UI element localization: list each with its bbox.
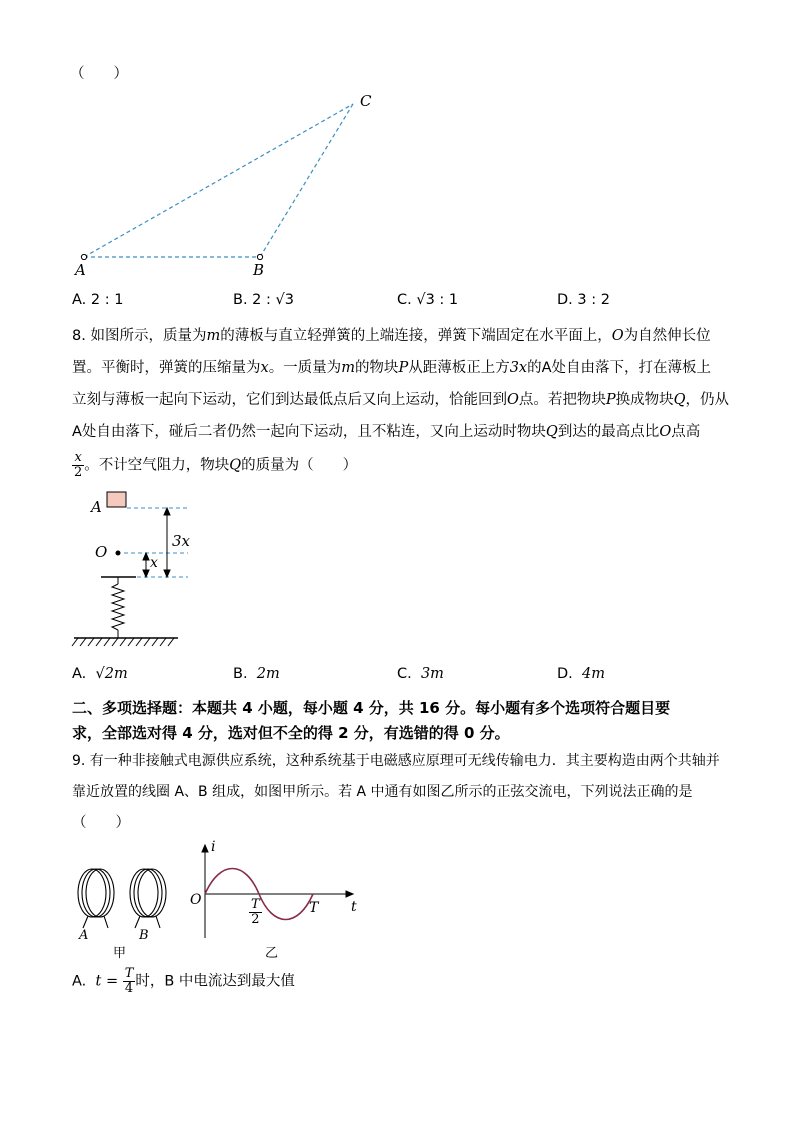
option-a: A. 2 : 1: [72, 292, 124, 308]
label-b: B: [253, 261, 265, 279]
section-heading-line-2: 求，全部选对得 4 分，选对但不全的得 2 分，有选错的得 0 分。: [72, 724, 510, 742]
label-c: C: [360, 92, 372, 110]
q9-bracket: （ ）: [72, 815, 130, 831]
q9-line-2: 靠近放置的线圈 A、B 组成，如图甲所示。若 A 中通有如图乙所示的正弦交流电，下列说法正确的是: [72, 784, 693, 800]
question-bracket: （ ）: [70, 66, 128, 82]
coil-b: [130, 869, 166, 928]
fraction-x-over-2: $\frac{x}{2}$: [74, 450, 83, 480]
label-a: A: [75, 261, 86, 279]
q8-line-1: 8. 如图所示，质量为m的薄板与直立轻弹簧的上端连接，弹簧下端固定在水平面上，O为自然伸长位: [72, 328, 711, 344]
axis-label-i: i: [211, 839, 216, 855]
q9-line-1: 9. 有一种非接触式电源供应系统，这种系统基于电磁感应原理可无线传输电力．其主要构造由两个共轴并: [72, 753, 720, 769]
q8-line-3: 立刻与薄板一起向下运动，它们到达最低点后又向上运动，恰能回到O点。若把物块P换成物块Q，仍从: [72, 392, 730, 408]
tick-label-t: T: [309, 900, 319, 916]
axis-label-t: t: [351, 899, 357, 915]
q8-option-c: C. 3m: [397, 666, 444, 682]
option-c: C. √3 : 1: [397, 292, 459, 308]
q8-option-a: A. √2m: [72, 666, 128, 682]
section-heading-line-1: 二、多项选择题：本题共 4 小题，每小题 4 分，共 16 分。每小题有多个选项符合题目要: [72, 699, 671, 717]
fig8-label-x: x: [150, 555, 158, 571]
option-d: D. 3 : 2: [557, 292, 610, 308]
tick-label-t-half: $\frac{T}{2}$: [251, 897, 260, 927]
coil-label-a: A: [79, 928, 89, 943]
coil-a: [78, 869, 114, 928]
q8-line-5: $\frac{x}{2}$ 。不计空气阻力，物块Q的质量为（ ）: [74, 450, 358, 480]
q8-line-2: 置。平衡时，弹簧的压缩量为x。一质量为m的物块P从距薄板正上方3x的A处自由落下，打在薄板上: [72, 360, 712, 376]
coil-label-b: B: [139, 928, 149, 943]
fig8-label-o: O: [95, 543, 108, 561]
axes: [202, 845, 353, 938]
fig8-label-3x: 3x: [172, 532, 191, 550]
option-b: B. 2 : √3: [233, 292, 294, 308]
caption-yi: 乙: [265, 946, 279, 961]
q8-option-b: B. 2m: [233, 666, 280, 682]
q9-option-a: A. t = $\frac{T}{4}$ 时，B 中电流达到最大值: [72, 966, 295, 996]
q8-line-4: A处自由落下，碰后二者仍然一起向下运动，且不粘连，又向上运动时物块Q到达的最高点比O点高: [72, 424, 701, 440]
caption-jia: 甲: [113, 946, 127, 961]
q8-option-d: D. 4m: [557, 666, 605, 682]
origin-label: O: [190, 892, 202, 908]
fig8-label-a: A: [91, 498, 102, 516]
